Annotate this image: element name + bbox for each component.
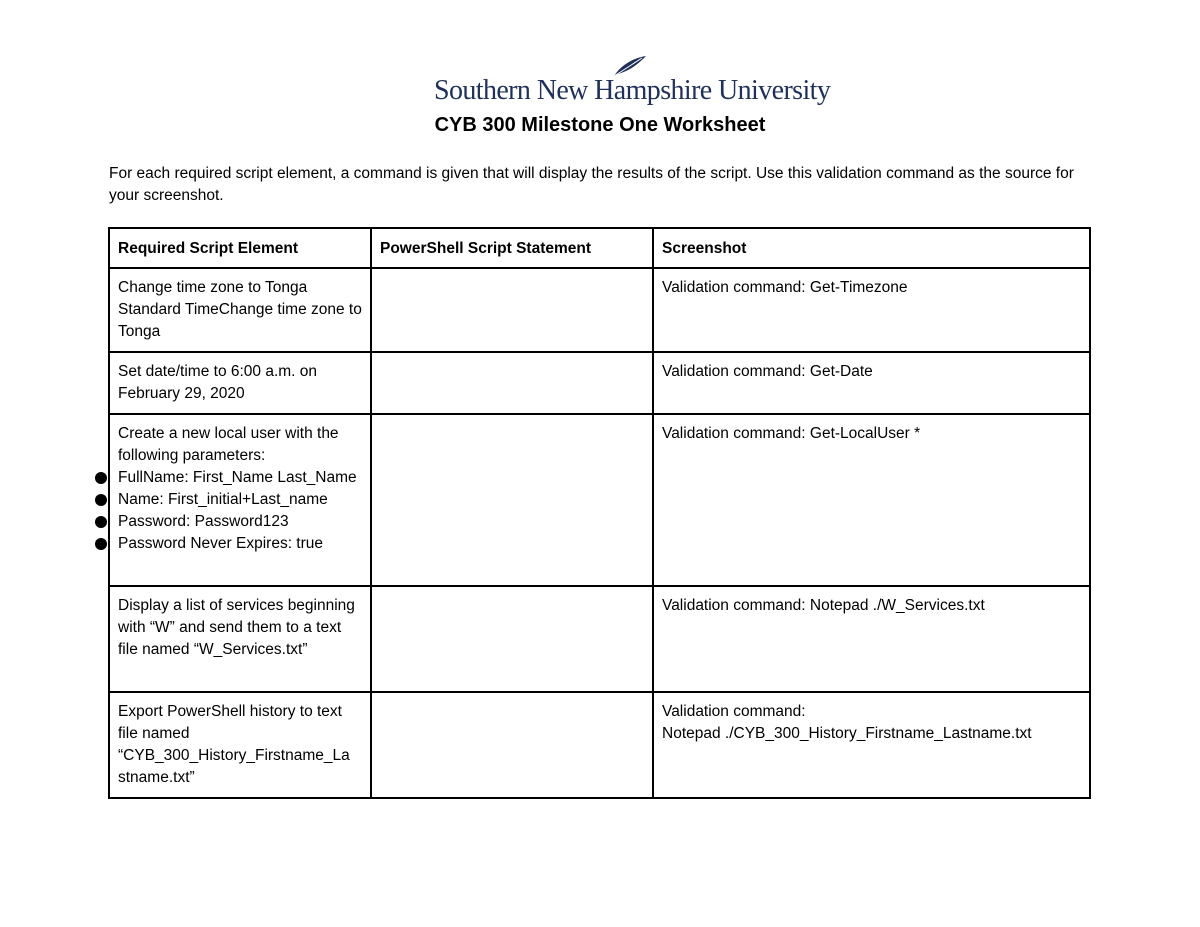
table-header-row xyxy=(109,228,1090,268)
list-item xyxy=(118,489,362,511)
validation-command: Notepad ./CYB_300_History_Firstname_Lastname.txt xyxy=(662,725,1032,742)
statement-cell[interactable] xyxy=(371,692,653,798)
table-row xyxy=(109,414,1090,586)
list-item-text: FullName: First_Name Last_Name xyxy=(118,469,357,486)
screenshot-cell[interactable] xyxy=(653,692,1090,798)
statement-cell[interactable] xyxy=(371,268,653,352)
list-item xyxy=(118,467,362,489)
list-item-text: Password: Password123 xyxy=(118,513,289,530)
table-row xyxy=(109,352,1090,414)
page-title: CYB 300 Milestone One Worksheet xyxy=(434,114,766,136)
list-item xyxy=(118,511,362,533)
element-cell: Display a list of services beginning with “W” and send them to a text file named “W_Services.txt” xyxy=(109,586,371,692)
element-cell xyxy=(109,414,371,586)
element-cell: Set date/time to 6:00 a.m. on February 29, 2020 xyxy=(109,352,371,414)
table-row xyxy=(109,268,1090,352)
screenshot-cell[interactable]: Validation command: Get-LocalUser * xyxy=(653,414,1090,586)
statement-cell[interactable] xyxy=(371,586,653,692)
intro-paragraph: For each required script element, a command is given that will display the results of the script. Use this validation command as the source for your screenshot. xyxy=(109,165,1074,204)
list-item xyxy=(118,533,362,555)
element-cell: Change time zone to Tonga Standard TimeChange time zone to Tonga xyxy=(109,268,371,352)
table-row xyxy=(109,586,1090,692)
bullet-dot-icon xyxy=(95,494,107,506)
table-row xyxy=(109,692,1090,798)
bullet-dot-icon xyxy=(95,538,107,550)
university-logo xyxy=(434,56,830,106)
screenshot-cell[interactable]: Validation command: Get-Timezone xyxy=(653,268,1090,352)
screenshot-cell[interactable]: Validation command: Notepad ./W_Services.txt xyxy=(653,586,1090,692)
element-cell: Export PowerShell history to text file named “CYB_300_History_Firstname_La stname.txt” xyxy=(109,692,371,798)
statement-cell[interactable] xyxy=(371,414,653,586)
validation-label: Validation command: xyxy=(662,703,806,720)
column-header: Screenshot xyxy=(653,228,1090,268)
screenshot-cell[interactable]: Validation command: Get-Date xyxy=(653,352,1090,414)
logo-wordmark: Southern New Hampshire University xyxy=(434,75,831,106)
list-item-text: Password Never Expires: true xyxy=(118,535,324,552)
list-item-text: Name: First_initial+Last_name xyxy=(118,491,328,508)
column-header: PowerShell Script Statement xyxy=(371,228,653,268)
bullet-dot-icon xyxy=(95,472,107,484)
worksheet-table xyxy=(108,227,1091,799)
column-header: Required Script Element xyxy=(109,228,371,268)
bullet-dot-icon xyxy=(95,516,107,528)
element-intro-text: Create a new local user with the following parameters: xyxy=(118,425,339,464)
statement-cell[interactable] xyxy=(371,352,653,414)
